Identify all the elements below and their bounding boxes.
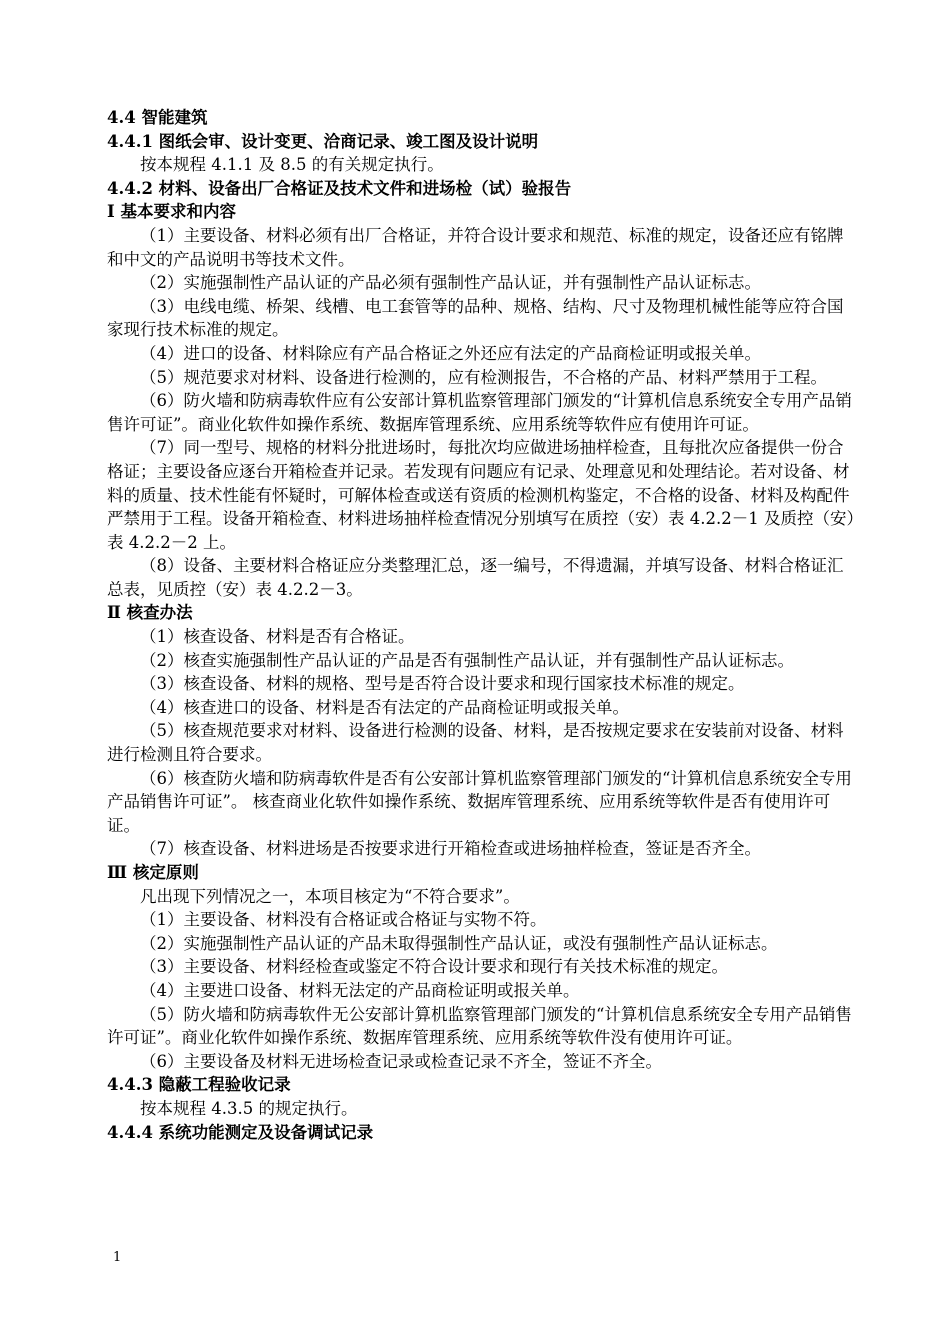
paragraph: （4）主要进口设备、材料无法定的产品商检证明或报关单。 xyxy=(140,980,580,1000)
section-heading: 4.4.3 隐蔽工程验收记录 xyxy=(107,1075,291,1095)
section-heading: Ⅰ 基本要求和内容 xyxy=(107,202,236,222)
paragraph: （3）电线电缆、桥架、线槽、电工套管等的品种、规格、结构、尺寸及物理机械性能等应符合国家现行技术标准的规定。 xyxy=(107,296,844,340)
paragraph: （4）核查进口的设备、材料是否有法定的产品商检证明或报关单。 xyxy=(140,697,629,717)
paragraph: （3）核查设备、材料的规格、型号是否符合设计要求和现行国家技术标准的规定。 xyxy=(140,674,745,694)
section-heading: 4.4 智能建筑 xyxy=(107,108,208,127)
paragraph: （5）防火墙和防病毒软件无公安部计算机监察管理部门颁发的“计算机信息系统安全专用产品销售许可证”。商业化软件如操作系统、数据库管理系统、应用系统等软件没有使用许可证。 xyxy=(107,1004,852,1048)
paragraph: （5）规范要求对材料、设备进行检测的，应有检测报告，不合格的产品、材料严禁用于工程。 xyxy=(140,367,827,387)
paragraph: （3）主要设备、材料经检查或鉴定不符合设计要求和现行有关技术标准的规定。 xyxy=(140,957,728,977)
section-heading: 4.4.2 材料、设备出厂合格证及技术文件和进场检（试）验报告 xyxy=(107,178,572,198)
section-heading: Ⅱ 核查办法 xyxy=(107,603,193,623)
paragraph: 按本规程 4.3.5 的规定执行。 xyxy=(140,1098,358,1118)
paragraph: （7）同一型号、规格的材料分批进场时，每批次均应做进场抽样检查，且每批次应备提供一份合格证；主要设备应逐台开箱检查并记录。若发现有问题应有记录、处理意见和处理结论。若对设备、材料的质量、技术性能有怀疑时，可解体检查或送有资质的检测机构鉴定，不合格的设备、材料及构配件严禁用于工程。设备开箱检查、材料进场抽样检查情况分别填写在质控（安）表 4.2.2－1 及质控（安）表 4.2.2－2 上。 xyxy=(107,438,855,552)
paragraph: （7）核查设备、材料进场是否按要求进行开箱检查或进场抽样检查，签证是否齐全。 xyxy=(140,839,761,859)
section-heading: 4.4.1 图纸会审、设计变更、洽商记录、竣工图及设计说明 xyxy=(107,131,539,151)
paragraph: （2）核查实施强制性产品认证的产品是否有强制性产品认证，并有强制性产品认证标志。 xyxy=(140,650,794,670)
paragraph: （2）实施强制性产品认证的产品未取得强制性产品认证，或没有强制性产品认证标志。 xyxy=(140,933,778,953)
paragraph: （6）核查防火墙和防病毒软件是否有公安部计算机监察管理部门颁发的“计算机信息系统安全专用产品销售许可证”。 核查商业化软件如操作系统、数据库管理系统、应用系统等软件是否有使用许可证。 xyxy=(107,768,852,835)
paragraph: （6）主要设备及材料无进场检查记录或检查记录不齐全，签证不齐全。 xyxy=(140,1051,662,1071)
paragraph: （1）主要设备、材料没有合格证或合格证与实物不符。 xyxy=(140,910,547,930)
page-number: 1 xyxy=(113,1250,122,1265)
section-heading: Ⅲ 核定原则 xyxy=(107,863,199,882)
paragraph: （2）实施强制性产品认证的产品必须有强制性产品认证，并有强制性产品认证标志。 xyxy=(140,273,761,293)
paragraph: （6）防火墙和防病毒软件应有公安部计算机监察管理部门颁发的“计算机信息系统安全专用产品销售许可证”。商业化软件如操作系统、数据库管理系统、应用系统等软件应有使用许可证。 xyxy=(107,391,852,434)
paragraph: （5）核查规范要求对材料、设备进行检测的设备、材料，是否按规定要求在安装前对设备、材料进行检测且符合要求。 xyxy=(107,721,844,765)
paragraph: （1）核查设备、材料是否有合格证。 xyxy=(140,627,415,647)
document-body xyxy=(107,106,855,1144)
paragraph: 凡出现下列情况之一，本项目核定为“不符合要求”。 xyxy=(140,886,520,906)
paragraph: （4）进口的设备、材料除应有产品合格证之外还应有法定的产品商检证明或报关单。 xyxy=(140,343,761,363)
paragraph: （8）设备、主要材料合格证应分类整理汇总，逐一编号，不得遗漏，并填写设备、材料合格证汇总表，见质控（安）表 4.2.2－3。 xyxy=(107,556,844,599)
section-heading: 4.4.4 系统功能测定及设备调试记录 xyxy=(107,1122,374,1142)
paragraph: （1）主要设备、材料必须有出厂合格证，并符合设计要求和规范、标准的规定，设备还应有铭牌和中文的产品说明书等技术文件。 xyxy=(107,225,844,269)
paragraph: 按本规程 4.1.1 及 8.5 的有关规定执行。 xyxy=(140,155,444,175)
